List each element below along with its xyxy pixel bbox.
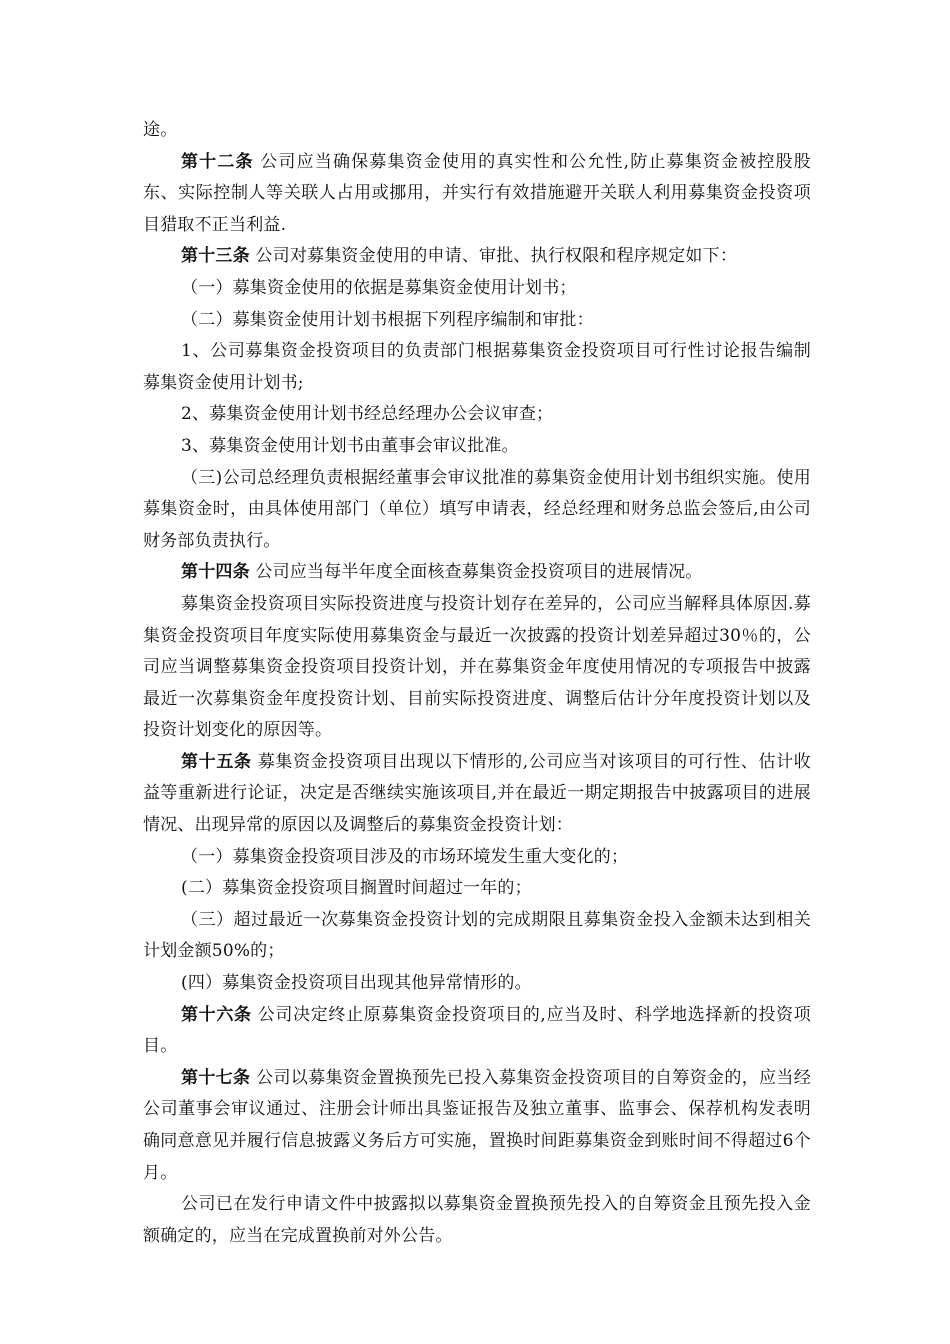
paragraph-text: 2、募集资金使用计划书经总经理办公会议审查； <box>181 404 554 425</box>
article-heading: 第十四条 <box>181 562 250 583</box>
paragraph-text: （一）募集资金使用的依据是募集资金使用计划书； <box>181 277 577 298</box>
paragraph-text: （三)公司总经理负责根据经董事会审议批准的募集资金使用计划书组织实施。使用募集资金时，由具体使用部门（单位）填写申请表，经总经理和财务总监会签后,由公司财务部负责执行。 <box>143 467 811 551</box>
article-heading: 第十二条 <box>181 151 254 172</box>
paragraph-text: 公司已在发行申请文件中披露拟以募集资金置换预先投入的自筹资金且预先投入金额确定的，应当在完成置换前对外公告。 <box>143 1194 811 1246</box>
paragraph-text: 公司决定终止原募集资金投资项目的,应当及时、科学地选择新的投资项目。 <box>143 1004 811 1057</box>
paragraph-1 <box>143 147 811 242</box>
document-page <box>143 115 811 1252</box>
paragraph-8 <box>143 463 811 558</box>
paragraph-text: 公司应当确保募集资金使用的真实性和公允性,防止募集资金被控股股东、实际控制人等关联人占用或挪用，并实行有效措施避开关联人利用募集资金投资项目猎取不正当利益. <box>143 151 811 235</box>
paragraph-text: 公司以募集资金置换预先已投入募集资金投资项目的自筹资金的，应当经公司董事会审议通过、注册会计师出具鉴证报告及独立董事、监事会、保荐机构发表明确同意意见并履行信息披露义务后方可实施，置换时间距募集资金到账时间不得超过6个月。 <box>143 1067 811 1183</box>
paragraph-4 <box>143 305 811 337</box>
paragraph-text: 公司应当每半年度全面核查募集资金投资项目的进展情况。 <box>249 562 703 583</box>
paragraph-9 <box>143 557 811 589</box>
paragraph-text: （三）超过最近一次募集资金投资计划的完成期限且募集资金投入金额未达到相关计划金额50%的； <box>143 909 811 962</box>
paragraph-text: （二）募集资金使用计划书根据下列程序编制和审批： <box>181 309 594 330</box>
article-heading: 第十三条 <box>181 246 250 267</box>
article-heading: 第十五条 <box>181 751 252 772</box>
paragraph-13 <box>143 873 811 905</box>
paragraph-text: 募集资金投资项目出现以下情形的,公司应当对该项目的可行性、估计收益等重新进行论证，决定是否继续实施该项目,并在最近一期定期报告中披露项目的进展情况、出现异常的原因以及调整后的募集资金投资计划： <box>143 751 811 836</box>
article-heading: 第十六条 <box>181 1004 252 1025</box>
paragraph-2 <box>143 241 811 273</box>
paragraph-16 <box>143 1000 811 1063</box>
paragraph-11 <box>143 747 811 842</box>
paragraph-15 <box>143 968 811 1000</box>
paragraph-18 <box>143 1189 811 1252</box>
paragraph-7 <box>143 431 811 463</box>
paragraph-text: 公司对募集资金使用的申请、审批、执行权限和程序规定如下： <box>249 246 738 267</box>
paragraph-14 <box>143 905 811 968</box>
paragraph-text: （一）募集资金投资项目涉及的市场环境发生重大变化的； <box>181 846 629 867</box>
paragraph-17 <box>143 1063 811 1189</box>
paragraph-text: 募集资金投资项目实际投资进度与投资计划存在差异的，公司应当解释具体原因.募集资金投资项目年度实际使用募集资金与最近一次披露的投资计划差异超过30％的，公司应当调整募集资金投资项目投资计划，并在募集资金年度使用情况的专项报告中披露最近一次募集资金年度投资计划、目前实际投资进度、调整后估计分年度投资计划以及投资计划变化的原因等。 <box>143 593 811 741</box>
paragraph-10 <box>143 589 811 747</box>
paragraph-text: 3、募集资金使用计划书由董事会审议批准。 <box>181 435 519 456</box>
article-heading: 第十七条 <box>181 1067 251 1088</box>
paragraph-text: 1、公司募集资金投资项目的负责部门根据募集资金投资项目可行性讨论报告编制募集资金使用计划书; <box>143 341 811 393</box>
paragraph-6 <box>143 399 811 431</box>
paragraph-0 <box>143 115 811 147</box>
paragraph-12 <box>143 842 811 874</box>
paragraph-text: (二）募集资金投资项目搁置时间超过一年的； <box>181 878 532 899</box>
paragraph-text: 途。 <box>143 120 178 140</box>
paragraph-text: (四）募集资金投资项目出现其他异常情形的。 <box>181 973 532 994</box>
paragraph-3 <box>143 273 811 305</box>
paragraph-5 <box>143 336 811 399</box>
